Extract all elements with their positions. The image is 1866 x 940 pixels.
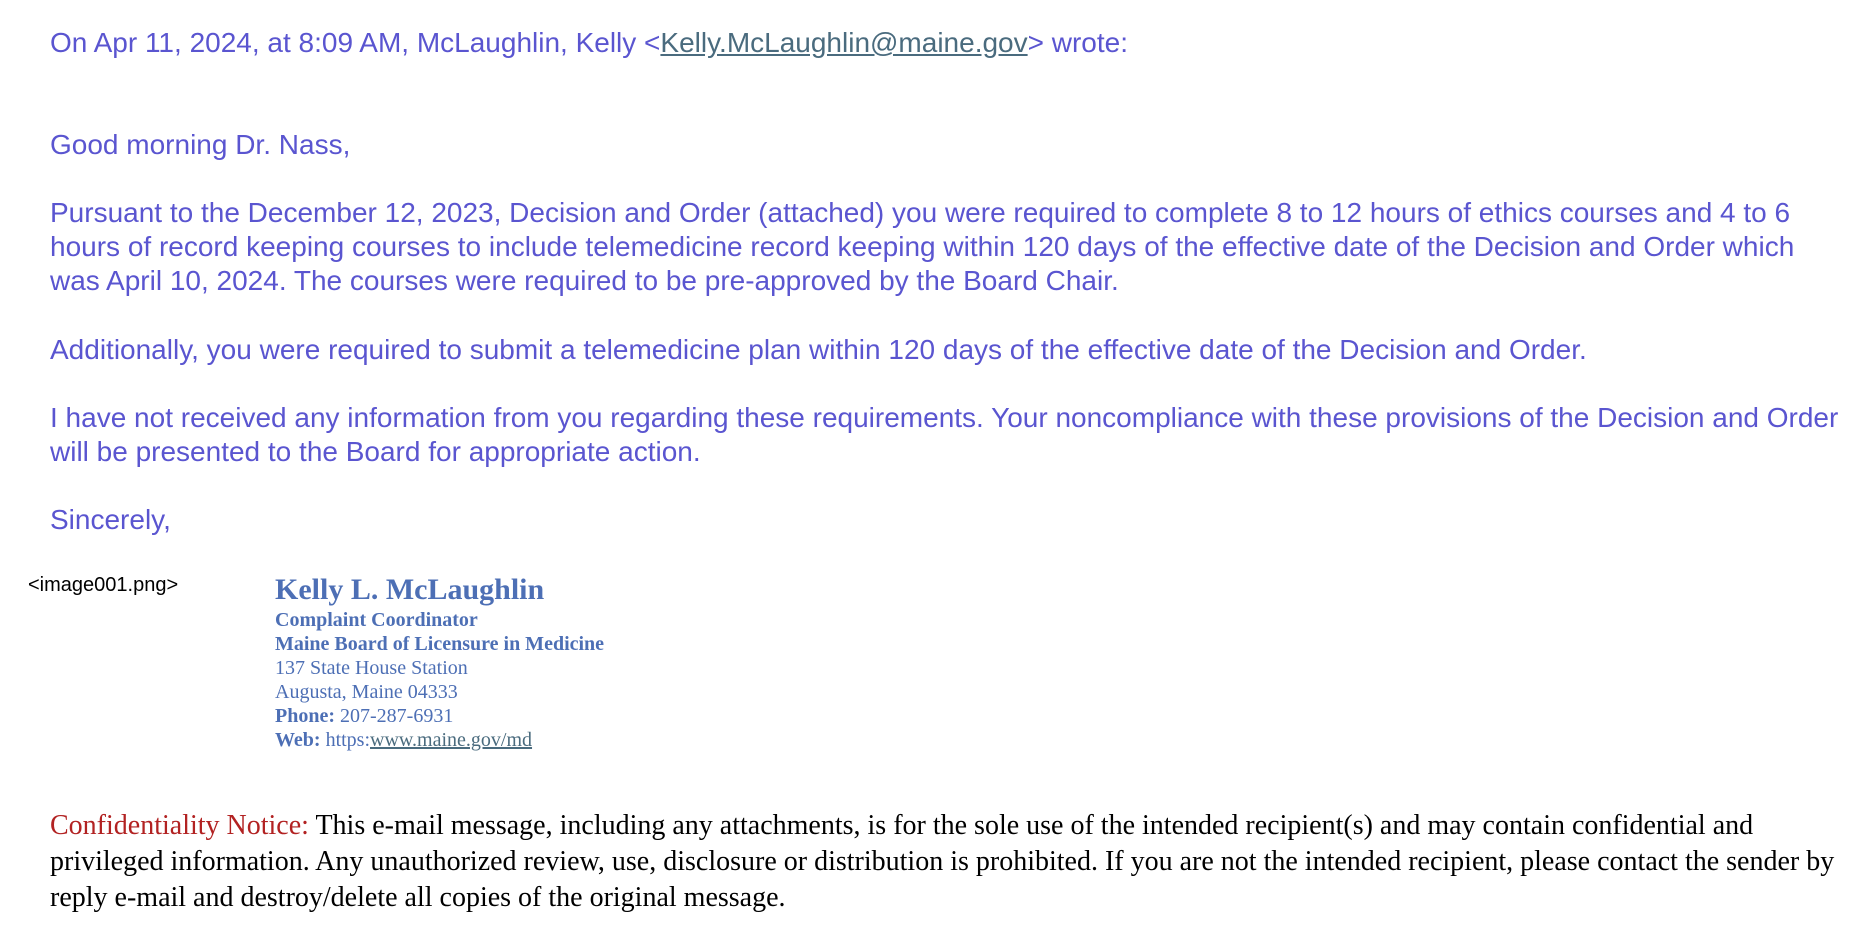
signature-address-line-2: Augusta, Maine 04333: [275, 681, 458, 703]
confidentiality-notice: [50, 808, 1850, 916]
confidentiality-notice-label: Confidentiality Notice:: [50, 810, 309, 841]
paragraph-telemedicine-plan: Additionally, you were required to submit a telemedicine plan within 120 days of the effective date of the Decision and Order.: [50, 334, 1587, 365]
signature-phone: [275, 704, 604, 728]
confidentiality-notice-text: This e-mail message, including any attachments, is for the sole use of the intended recipient(s) and may contain confidential and privileged information. Any unauthorized review, use, disclosure or distribution is prohibited. If you are not the intended recipient, please contact the sender by reply e-mail and destroy/delete all copies of the original message.: [50, 810, 1835, 913]
paragraph-requirements: Pursuant to the December 12, 2023, Decision and Order (attached) you were required to complete 8 to 12 hours of ethics courses and 4 to 6 hours of record keeping courses to include telemedicine record keeping within 120 days of the effective date of the Decision and Order which was April 10, 2024. The courses were required to be pre-approved by the Board Chair.: [50, 197, 1795, 296]
email-signature: [275, 572, 604, 752]
signature-phone-label: Phone:: [275, 705, 335, 727]
sender-email-link[interactable]: Kelly.McLaughlin@maine.gov: [660, 27, 1028, 58]
signature-web-link[interactable]: www.maine.gov/md: [370, 729, 533, 751]
signature-title: Complaint Coordinator: [275, 609, 478, 631]
signature-address-line-1: 137 State House Station: [275, 657, 468, 679]
signature-name: Kelly L. McLaughlin: [275, 573, 545, 606]
greeting: Good morning Dr. Nass,: [50, 129, 351, 160]
signature-image-placeholder: <image001.png>: [28, 574, 179, 596]
quote-header-suffix: > wrote:: [1027, 27, 1129, 58]
closing: Sincerely,: [50, 504, 171, 535]
quote-header: [50, 26, 1128, 60]
signature-web-label: Web:: [275, 729, 321, 751]
signature-phone-value: 207-287-6931: [340, 705, 454, 727]
signature-organization: Maine Board of Licensure in Medicine: [275, 633, 605, 655]
signature-web: [275, 728, 604, 752]
quote-header-prefix: On Apr 11, 2024, at 8:09 AM, McLaughlin, Kelly <: [50, 27, 661, 58]
paragraph-noncompliance: I have not received any information from you regarding these requirements. Your noncompliance with these provisions of the Decision and Order will be presented to the Board for appropriate action.: [50, 402, 1839, 467]
signature-web-prefix: https:: [325, 729, 371, 751]
